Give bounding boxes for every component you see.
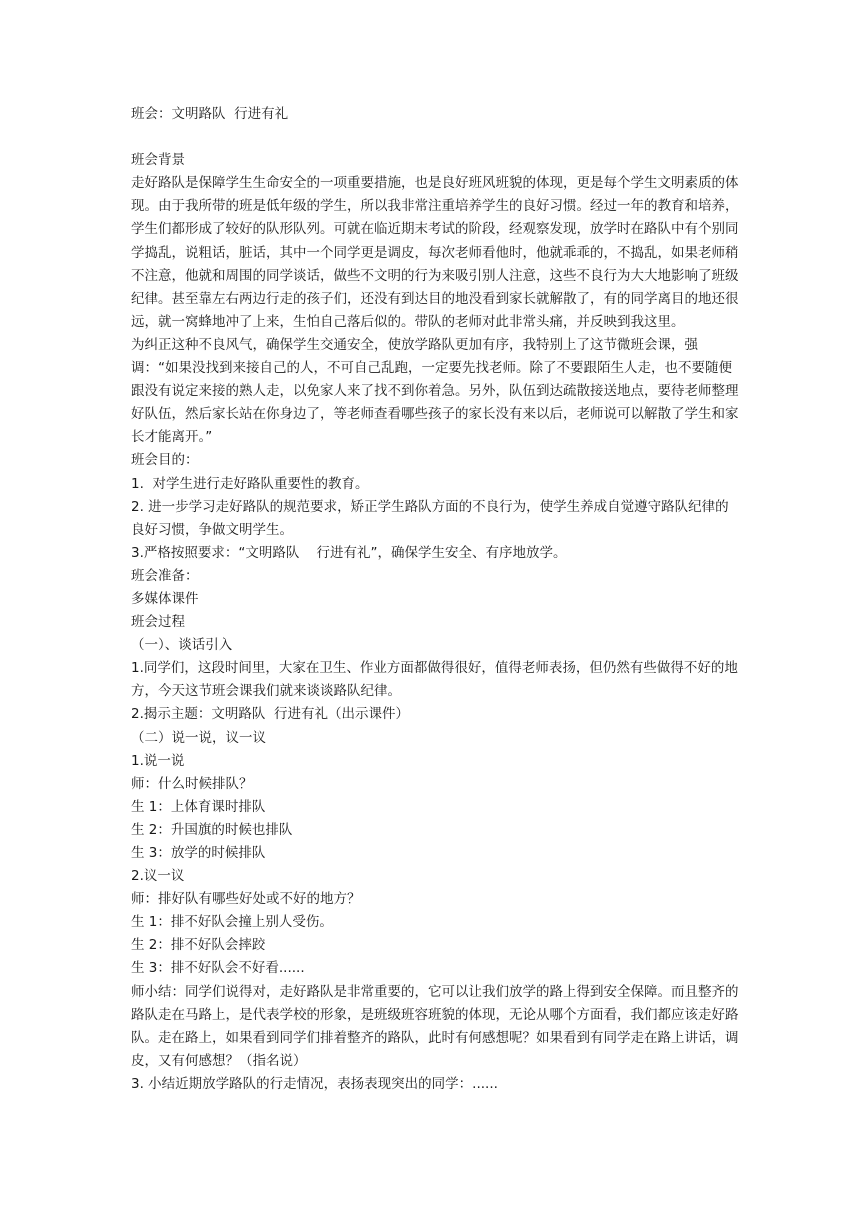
- background-heading: 班会背景: [131, 152, 185, 169]
- prep-item-1: 多媒体课件: [131, 590, 199, 607]
- answer-2-1: 生 1：排不好队会撞上别人受伤。: [131, 914, 333, 931]
- answer-1-2: 生 2：升国旗的时候也排队: [131, 821, 293, 838]
- answer-2-3: 生 3：排不好队会不好看......: [131, 960, 305, 977]
- goal-item-1: 1. 对学生进行走好路队重要性的教育。: [131, 475, 369, 492]
- step1-item-2: 2.揭示主题：文明路队 行进有礼（出示课件）: [131, 706, 409, 723]
- step2-heading: （二）说一说，议一议: [131, 729, 266, 746]
- blank-line: [131, 126, 739, 149]
- question-2: 师：排好队有哪些好处或不好的地方？: [131, 891, 361, 908]
- step1-item-1: 1.同学们，这段时间里，大家在卫生、作业方面都做得很好，值得老师表扬，但仍然有些做得不好的地方，今天这节班会课我们就来谈谈路队纪律。: [131, 660, 738, 700]
- step2-item-3: 3. 小结近期放学路队的行走情况，表扬表现突出的同学：......: [131, 1075, 498, 1092]
- goal-item-3: 3.严格按照要求：“文明路队 行进有礼”，确保学生安全、有序地放学。: [131, 544, 567, 561]
- step2-item-1: 1.说一说: [131, 752, 185, 769]
- document-title: 班会：文明路队 行进有礼: [131, 106, 289, 122]
- document-page: [131, 103, 739, 1096]
- step1-heading: （一）、谈话引入: [131, 637, 233, 654]
- goal-item-2: 2. 进一步学习走好路队的规范要求，矫正学生路队方面的不良行为，使学生养成自觉遵守路队纪律的良好习惯，争做文明学生。: [131, 498, 729, 538]
- answer-1-3: 生 3：放学的时候排队: [131, 845, 266, 861]
- summary-paragraph: 师小结：同学们说得对，走好路队是非常重要的，它可以让我们放学的路上得到安全保障。而且整齐的路队走在马路上，是代表学校的形象，是班级班容班貌的体现，无论从哪个方面看，我们都应该走好路队。走在路上，如果看到同学们排着整齐的路队，此时有何感想呢？如果看到有同学走在路上讲话，调皮，又有何感想？（指名说）: [131, 983, 739, 1069]
- step2-item-2: 2.议一议: [131, 868, 185, 885]
- answer-2-2: 生 2：排不好队会摔跤: [131, 937, 266, 954]
- process-heading: 班会过程: [131, 614, 185, 631]
- background-paragraph-1: 走好路队是保障学生生命安全的一项重要措施，也是良好班风班貌的体现，更是每个学生文明素质的体现。由于我所带的班是低年级的学生，所以我非常注重培养学生的良好习惯。经过一年的教育和培养，学生们都形成了较好的队形队列。可就在临近期末考试的阶段，经观察发现，放学时在路队中有个别同学捣乱，说粗话，脏话，其中一个同学更是调皮，每次老师看他时，他就乖乖的，不捣乱，如果老师稍不注意，他就和周围的同学谈话，做些不文明的行为来吸引别人注意，这些不良行为大大地影响了班级纪律。甚至靠左右两边行走的孩子们，还没有到达目的地没看到家长就解散了，有的同学离目的地还很远，就一窝蜂地冲了上来，生怕自己落后似的。带队的老师对此非常头痛，并反映到我这里。: [131, 175, 739, 330]
- question-1: 师：什么时候排队？: [131, 775, 253, 792]
- goal-heading: 班会目的：: [131, 452, 199, 469]
- background-paragraph-2: 为纠正这种不良风气，确保学生交通安全，使放学路队更加有序，我特别上了这节微班会课，强调：“如果没找到来接自己的人，不可自己乱跑，一定要先找老师。除了不要跟陌生人走，也不要随便跟没有说定来接的熟人走，以免家人来了找不到你着急。另外，队伍到达疏散接送地点，要待老师整理好队伍，然后家长站在你身边了，等老师查看哪些孩子的家长没有来以后，老师说可以解散了学生和家长才能离开。”: [131, 336, 739, 446]
- answer-1-1: 生 1：上体育课时排队: [131, 798, 266, 815]
- prep-heading: 班会准备：: [131, 567, 199, 584]
